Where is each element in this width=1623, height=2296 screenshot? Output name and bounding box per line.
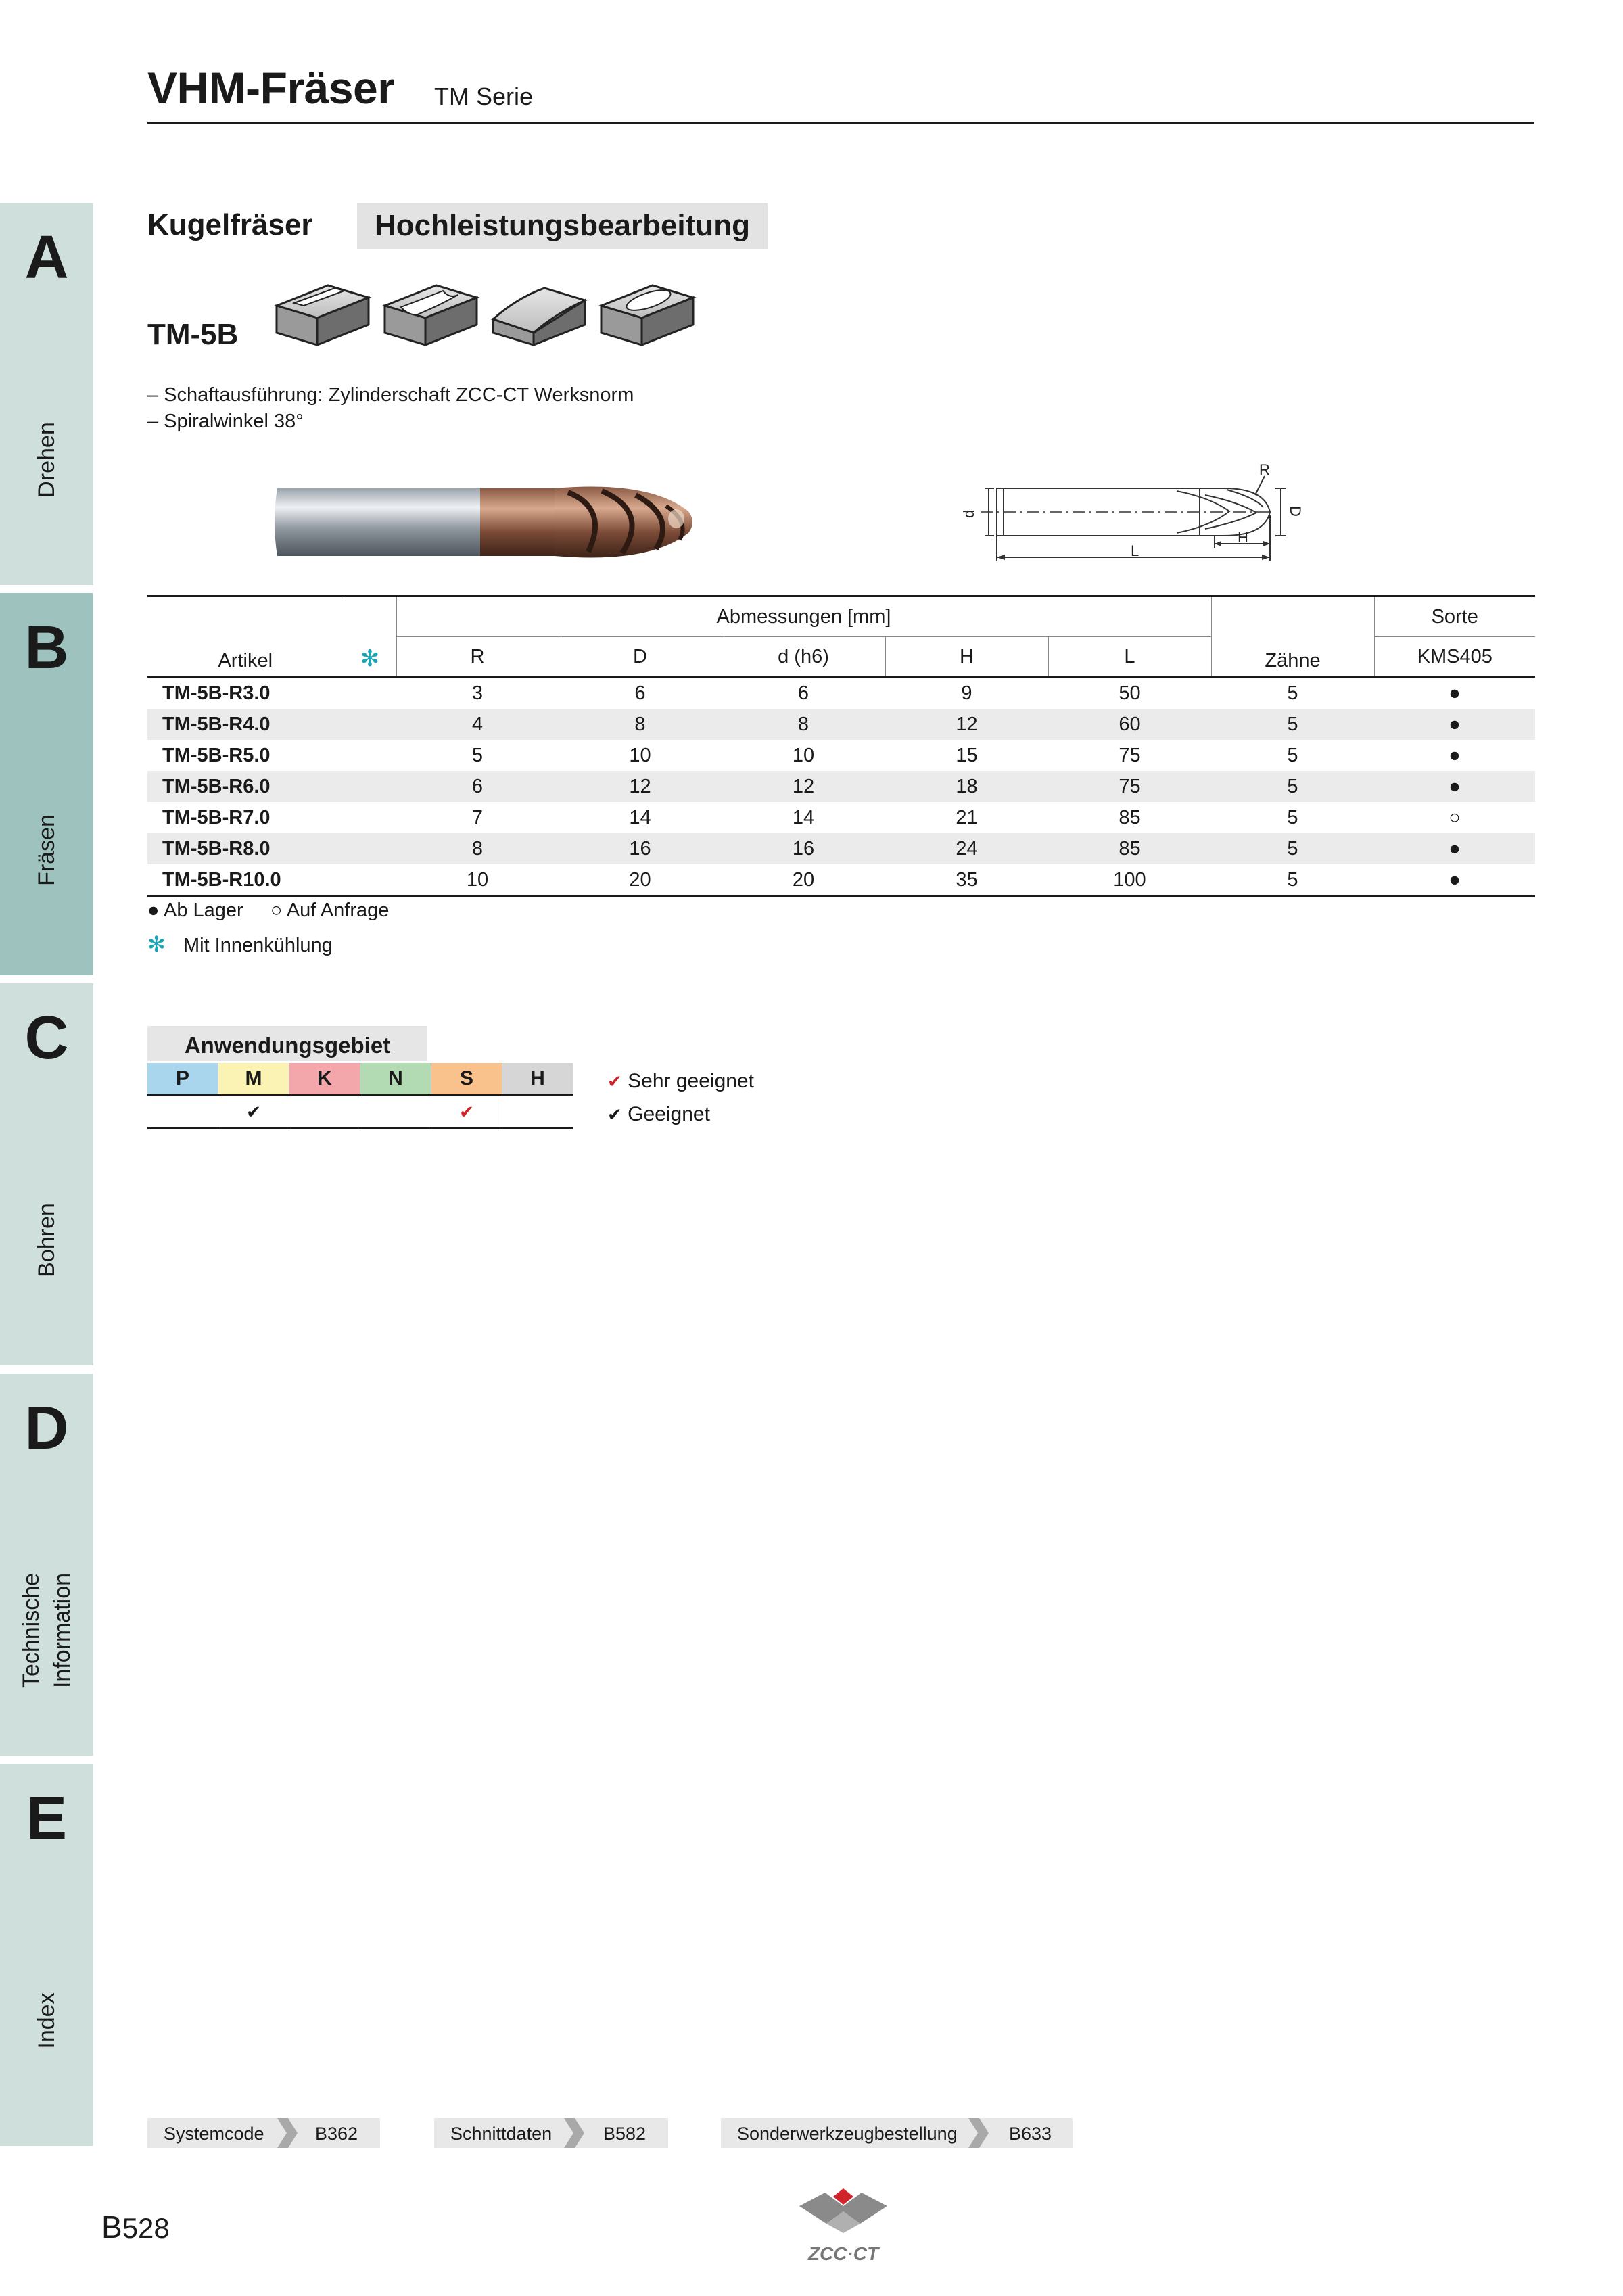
cell-teeth: 5 bbox=[1287, 806, 1298, 828]
cell-r: 6 bbox=[396, 771, 559, 802]
side-tab-c[interactable] bbox=[0, 983, 93, 1365]
pocket-icon bbox=[601, 285, 693, 345]
cell-l: 85 bbox=[1119, 806, 1141, 828]
page-title: VHM-Fräser bbox=[147, 63, 395, 113]
legend-very-suitable bbox=[607, 1070, 754, 1093]
stock-legend bbox=[147, 899, 389, 922]
cell-l: 75 bbox=[1119, 744, 1141, 766]
request-text: Auf Anfrage bbox=[286, 899, 390, 921]
application-title: Anwendungsgebiet bbox=[147, 1026, 427, 1061]
profile-icon bbox=[493, 288, 585, 345]
product-name: TM-5B bbox=[147, 318, 239, 351]
cell-h: 24 bbox=[885, 833, 1048, 864]
cell-big-d: 16 bbox=[559, 833, 722, 864]
cell-small-d: 8 bbox=[722, 709, 885, 740]
cell-small-d: 20 bbox=[792, 868, 815, 891]
zcc-ct-logo bbox=[786, 2186, 901, 2267]
cell-stock: ● bbox=[1449, 682, 1461, 704]
cell-article: TM-5B-R10.0 bbox=[162, 868, 281, 891]
table-row bbox=[147, 740, 1535, 771]
cell-article: TM-5B-R3.0 bbox=[162, 682, 270, 704]
tab-letter: D bbox=[24, 1395, 69, 1462]
cell-big-d: 10 bbox=[629, 744, 651, 766]
cell-l: 50 bbox=[1119, 682, 1141, 704]
header-divider bbox=[147, 122, 1534, 124]
col-header-big-d: D bbox=[559, 637, 722, 678]
logo-text: ZCC·CT bbox=[807, 2243, 879, 2264]
material-h: H bbox=[502, 1063, 573, 1096]
machining-operations-icons bbox=[274, 272, 707, 353]
tab-letter: B bbox=[24, 614, 69, 682]
cell-big-d: 8 bbox=[559, 709, 722, 740]
cell-r: 8 bbox=[396, 833, 559, 864]
tab-label: Drehen bbox=[34, 422, 60, 498]
tab-label: Bohren bbox=[34, 1203, 60, 1278]
spec-line: – Schaftausführung: Zylinderschaft ZCC-CT Werksnorm bbox=[147, 384, 634, 406]
check-icon: ✔ bbox=[431, 1096, 502, 1129]
cell-coolant bbox=[344, 709, 396, 740]
footer-link-systemcode[interactable] bbox=[147, 2118, 380, 2148]
side-tab-b[interactable] bbox=[0, 593, 93, 975]
chevron-right-icon bbox=[964, 2118, 991, 2148]
material-p: P bbox=[147, 1063, 218, 1096]
cell-l: 100 bbox=[1113, 868, 1146, 891]
footer-link-page: B633 bbox=[1009, 2124, 1052, 2144]
cell-stock: ● bbox=[1449, 868, 1461, 891]
cell-teeth: 5 bbox=[1287, 868, 1298, 891]
footer-link-sonderwerkzeug[interactable] bbox=[721, 2118, 1073, 2148]
cell-article: TM-5B-R7.0 bbox=[162, 806, 270, 828]
tab-label-line: Technische bbox=[18, 1572, 44, 1689]
check-icon: ✔ bbox=[218, 1096, 289, 1129]
cell-coolant bbox=[344, 677, 396, 709]
coolant-legend bbox=[147, 931, 333, 957]
table-row bbox=[147, 864, 1535, 897]
cell-article: TM-5B-R8.0 bbox=[147, 833, 344, 864]
side-tab-e[interactable] bbox=[0, 1764, 93, 2146]
cell-stock: ● bbox=[1449, 744, 1461, 766]
cell-teeth: 5 bbox=[1211, 771, 1374, 802]
tab-label: Index bbox=[34, 1992, 60, 2049]
legend-suitable bbox=[607, 1103, 710, 1126]
footer-link-page: B362 bbox=[315, 2124, 358, 2144]
page-prefix: B bbox=[101, 2209, 122, 2245]
page-subtitle: TM Serie bbox=[434, 83, 534, 110]
cell-big-d: 6 bbox=[634, 682, 646, 704]
suitability-p bbox=[147, 1096, 218, 1129]
cell-teeth: 5 bbox=[1287, 744, 1298, 766]
table-row bbox=[147, 771, 1535, 802]
ball-slot-icon bbox=[385, 285, 477, 345]
application-grid bbox=[147, 1063, 573, 1129]
check-icon: ✔ bbox=[607, 1071, 622, 1092]
col-header-small-d: d (h6) bbox=[722, 637, 885, 678]
coolant-icon: ✻ bbox=[147, 932, 166, 956]
cell-h: 18 bbox=[885, 771, 1048, 802]
cell-coolant bbox=[344, 802, 396, 833]
cell-r: 7 bbox=[471, 806, 484, 828]
cell-h: 21 bbox=[956, 806, 978, 828]
cell-l: 85 bbox=[1048, 833, 1211, 864]
cell-big-d: 14 bbox=[629, 806, 651, 828]
cell-l: 75 bbox=[1048, 771, 1211, 802]
cell-small-d: 12 bbox=[722, 771, 885, 802]
drawing-label-small-d: d bbox=[960, 509, 977, 518]
col-header-teeth: Zähne bbox=[1211, 596, 1374, 678]
footer-link-page: B582 bbox=[603, 2124, 646, 2144]
section-title: Kugelfräser bbox=[147, 208, 313, 241]
cell-small-d: 10 bbox=[792, 744, 815, 766]
cell-r: 10 bbox=[466, 868, 489, 891]
cell-big-d: 20 bbox=[629, 868, 651, 891]
chevron-right-icon bbox=[273, 2118, 300, 2148]
legend-text: Sehr geeignet bbox=[628, 1070, 754, 1092]
stock-symbol: ● bbox=[147, 899, 160, 921]
tab-label: Fräsen bbox=[34, 814, 60, 886]
legend-text: Geeignet bbox=[628, 1103, 710, 1125]
stock-text: Ab Lager bbox=[164, 899, 243, 921]
drawing-label-h: H bbox=[1238, 529, 1248, 546]
material-m: M bbox=[218, 1063, 289, 1096]
check-icon: ✔ bbox=[607, 1104, 622, 1125]
footer-link-schnittdaten[interactable] bbox=[434, 2118, 668, 2148]
tab-letter: C bbox=[24, 1004, 69, 1072]
chevron-right-icon bbox=[560, 2118, 587, 2148]
cell-small-d: 6 bbox=[797, 682, 809, 704]
material-s: S bbox=[431, 1063, 502, 1096]
table-row bbox=[147, 802, 1535, 833]
suitability-h bbox=[502, 1096, 573, 1129]
cell-big-d: 12 bbox=[559, 771, 722, 802]
cell-teeth: 5 bbox=[1211, 709, 1374, 740]
cell-teeth: 5 bbox=[1287, 682, 1298, 704]
footer-link-label: Sonderwerkzeugbestellung bbox=[737, 2124, 958, 2144]
col-group-dimensions: Abmessungen [mm] bbox=[396, 596, 1211, 637]
cell-article: TM-5B-R4.0 bbox=[147, 709, 344, 740]
cell-coolant bbox=[344, 833, 396, 864]
tab-label-line: Information bbox=[49, 1572, 75, 1689]
cell-stock: ● bbox=[1374, 709, 1535, 740]
col-header-h: H bbox=[885, 637, 1048, 678]
dimensions-table bbox=[147, 595, 1535, 897]
table-row bbox=[147, 833, 1535, 864]
cell-coolant bbox=[344, 740, 396, 771]
cell-small-d: 16 bbox=[722, 833, 885, 864]
col-header-grade: KMS405 bbox=[1417, 645, 1492, 667]
page-number bbox=[101, 2209, 170, 2245]
drawing-label-r: R bbox=[1259, 461, 1270, 478]
cell-h: 35 bbox=[956, 868, 978, 891]
table-row bbox=[147, 709, 1535, 740]
cell-coolant bbox=[344, 864, 396, 897]
material-n: N bbox=[360, 1063, 431, 1096]
footer-link-label: Schnittdaten bbox=[450, 2124, 552, 2144]
cell-r: 3 bbox=[471, 682, 484, 704]
product-photo bbox=[270, 482, 697, 563]
cell-stock: ● bbox=[1374, 771, 1535, 802]
shoulder-slot-icon bbox=[277, 285, 369, 345]
cell-r: 4 bbox=[396, 709, 559, 740]
col-header-article: Artikel bbox=[147, 596, 344, 678]
side-tab-d[interactable] bbox=[0, 1374, 93, 1756]
cell-stock: ○ bbox=[1449, 806, 1461, 828]
table-row bbox=[147, 677, 1535, 709]
tab-label bbox=[16, 1573, 78, 1688]
material-k: K bbox=[289, 1063, 360, 1096]
spec-line: – Spiralwinkel 38° bbox=[147, 411, 304, 432]
cell-h: 12 bbox=[885, 709, 1048, 740]
tab-letter: A bbox=[24, 224, 69, 291]
technical-drawing bbox=[954, 460, 1319, 582]
side-tab-a[interactable] bbox=[0, 203, 93, 585]
drawing-label-l: L bbox=[1131, 542, 1139, 559]
cell-article: TM-5B-R5.0 bbox=[162, 744, 270, 766]
col-header-l: L bbox=[1124, 645, 1135, 667]
request-symbol: ○ bbox=[270, 899, 283, 921]
cell-stock: ● bbox=[1374, 833, 1535, 864]
cell-coolant bbox=[344, 771, 396, 802]
col-group-grade: Sorte bbox=[1374, 596, 1535, 637]
page-digits: 528 bbox=[122, 2212, 170, 2244]
cell-teeth: 5 bbox=[1211, 833, 1374, 864]
cell-h: 9 bbox=[961, 682, 972, 704]
suitability-n bbox=[360, 1096, 431, 1129]
suitability-k bbox=[289, 1096, 360, 1129]
cell-h: 15 bbox=[956, 744, 978, 766]
footer-link-label: Systemcode bbox=[164, 2124, 264, 2144]
col-header-r: R bbox=[396, 637, 559, 678]
cell-small-d: 14 bbox=[792, 806, 815, 828]
coolant-header-icon: ✻ bbox=[344, 596, 396, 678]
cell-article: TM-5B-R6.0 bbox=[147, 771, 344, 802]
coolant-text: Mit Innenkühlung bbox=[183, 935, 333, 956]
section-badge: Hochleistungsbearbeitung bbox=[357, 203, 768, 249]
cell-r: 5 bbox=[471, 744, 484, 766]
drawing-label-big-d: D bbox=[1287, 506, 1304, 517]
cell-l: 60 bbox=[1048, 709, 1211, 740]
tab-letter: E bbox=[26, 1785, 68, 1852]
